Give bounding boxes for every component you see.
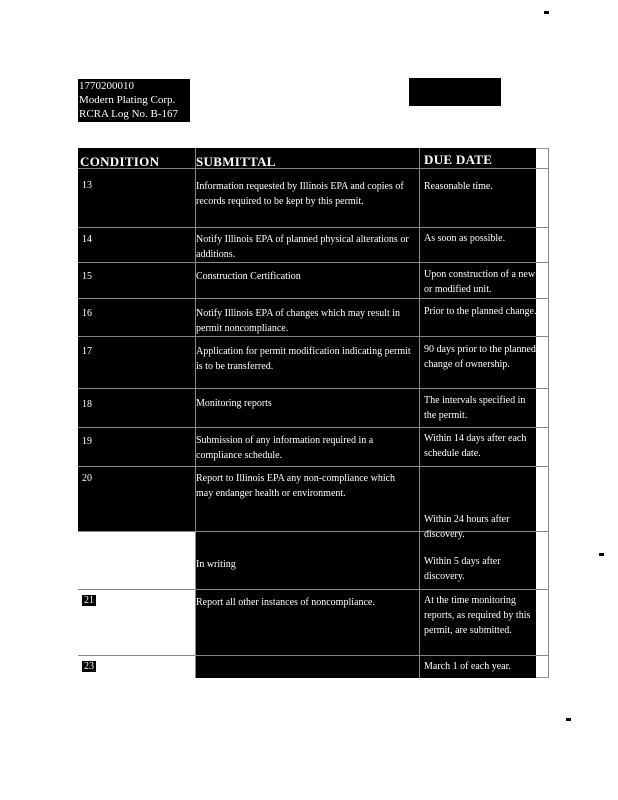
submittal-text: Construction Certification (196, 271, 301, 282)
facility-id: 1770200010 (79, 80, 134, 92)
row-divider (78, 227, 549, 228)
due-date-text: Within 24 hours after discovery. (424, 514, 510, 540)
scan-speck (599, 553, 604, 556)
column-header-due-date: DUE DATE (424, 152, 493, 167)
due-date-text: Within 5 days after discovery. (424, 556, 501, 582)
column-divider (419, 148, 420, 678)
due-date-text: At the time monitoring reports, as required by this permit, are submitted. (424, 595, 531, 636)
submittal-text: Monitoring reports (196, 398, 272, 409)
due-date-text: Prior to the planned change. (424, 306, 537, 317)
condition-number: 19 (82, 436, 92, 447)
scan-speck (544, 11, 549, 14)
submittal-text: In writing (196, 559, 236, 570)
due-date-text: Upon construction of a new or modified unit. (424, 269, 536, 295)
row-divider (78, 655, 549, 656)
row-divider (78, 589, 549, 590)
facility-name: Modern Plating Corp. (79, 94, 176, 106)
row-divider (78, 388, 549, 389)
due-date-text: The intervals specified in the permit. (424, 395, 526, 421)
row-divider (78, 427, 549, 428)
submittal-table (78, 148, 536, 678)
condition-number: 16 (82, 308, 92, 319)
submittal-text: Submission of any information required in a compliance schedule. (196, 435, 374, 461)
column-header-submittal: SUBMITTAL (196, 154, 276, 169)
due-date-text: 90 days prior to the planned change of ownership. (424, 344, 536, 370)
condition-number: 20 (82, 473, 92, 484)
due-date-text: As soon as possible. (424, 233, 506, 244)
due-date-text: Within 14 days after each schedule date. (424, 433, 527, 459)
due-date-text: March 1 of each year. (424, 661, 511, 672)
blank-cell (78, 531, 196, 589)
due-date-text: Reasonable time. (424, 181, 493, 192)
submittal-text: Report all other instances of noncompliance. (196, 597, 375, 608)
row-divider (78, 466, 549, 467)
submittal-text: Report to Illinois EPA any non-compliance which may endanger health or environment. (196, 473, 396, 499)
redaction-box (409, 78, 501, 106)
column-divider (548, 148, 549, 678)
row-divider (78, 298, 549, 299)
condition-number: 23 (84, 661, 94, 672)
log-number: RCRA Log No. B-167 (79, 108, 179, 120)
condition-number: 17 (82, 346, 92, 357)
scan-speck (566, 718, 571, 721)
condition-number: 21 (84, 595, 94, 606)
row-divider (78, 336, 549, 337)
condition-number: 15 (82, 271, 92, 282)
condition-number: 18 (82, 399, 92, 410)
submittal-text: Notify Illinois EPA of planned physical alterations or additions. (196, 234, 409, 260)
column-header-condition: CONDITION (80, 154, 160, 169)
condition-number: 14 (82, 234, 92, 245)
submittal-text: Information requested by Illinois EPA and copies of records required to be kept by this permit. (196, 181, 404, 207)
condition-number: 13 (82, 180, 92, 191)
row-divider (78, 262, 549, 263)
document-header (78, 79, 190, 122)
submittal-text: Notify Illinois EPA of changes which may result in permit noncompliance. (196, 308, 401, 334)
submittal-text: Application for permit modification indicating permit is to be transferred. (196, 346, 411, 372)
